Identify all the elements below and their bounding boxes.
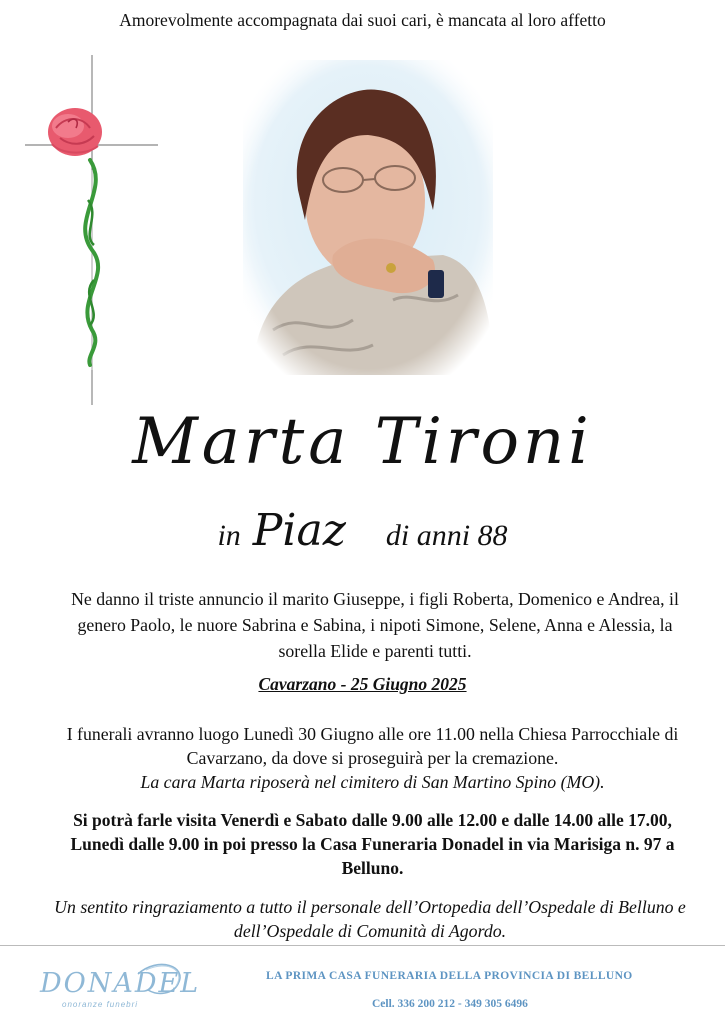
married-name: Piaz [252, 505, 346, 556]
subtitle-line [0, 505, 725, 556]
funeral-info [40, 722, 705, 794]
footer-divider [0, 945, 725, 946]
burial-line: La cara Marta riposerà nel cimitero di San Martino Spino (MO). [140, 772, 605, 792]
logo-text: DONADEL [40, 968, 201, 999]
rose-cross-icon [20, 50, 160, 410]
portrait-photo [243, 60, 493, 375]
deceased-name: Marta Tironi [132, 405, 593, 479]
funeral-line: I funerali avranno luogo Lunedì 30 Giugno alle ore 11.00 nella Chiesa Parrocchiale di Cavarzano, da dove si proseguirà per la cremazione. [66, 724, 679, 768]
footer-tagline: LA PRIMA CASA FUNERARIA DELLA PROVINCIA DI BELLUNO [266, 970, 633, 982]
announcement-text: Ne danno il triste annuncio il marito Giuseppe, i figli Roberta, Domenico e Andrea, il genero Paolo, le nuore Sabrina e Sabina, i nipoti Simone, Selene, Anna e Alessia, la sorella Elide e parenti tutti. [71, 589, 679, 661]
visit-info: Si potrà farle visita Venerdì e Sabato dalle 9.00 alle 12.00 e dalle 14.00 alle 17.00, Lunedì dalle 9.00 in poi presso la Casa Funeraria Donadel in via Marisiga n. 97 a Belluno. [70, 810, 675, 878]
intro-text: Amorevolmente accompagnata dai suoi cari, è mancata al loro affetto [119, 10, 606, 30]
married-prefix: in [217, 519, 241, 552]
logo-subtext: onoranze funebri [62, 1000, 139, 1009]
footer-phone: Cell. 336 200 212 - 349 305 6496 [372, 998, 528, 1010]
thanks-text: Un sentito ringraziamento a tutto il personale dell’Ortopedia dell’Ospedale di Belluno e dell’Ospedale di Comunità di Agordo. [54, 897, 686, 941]
age-text: di anni 88 [385, 519, 508, 552]
place-date: Cavarzano - 25 Giugno 2025 [258, 674, 467, 694]
